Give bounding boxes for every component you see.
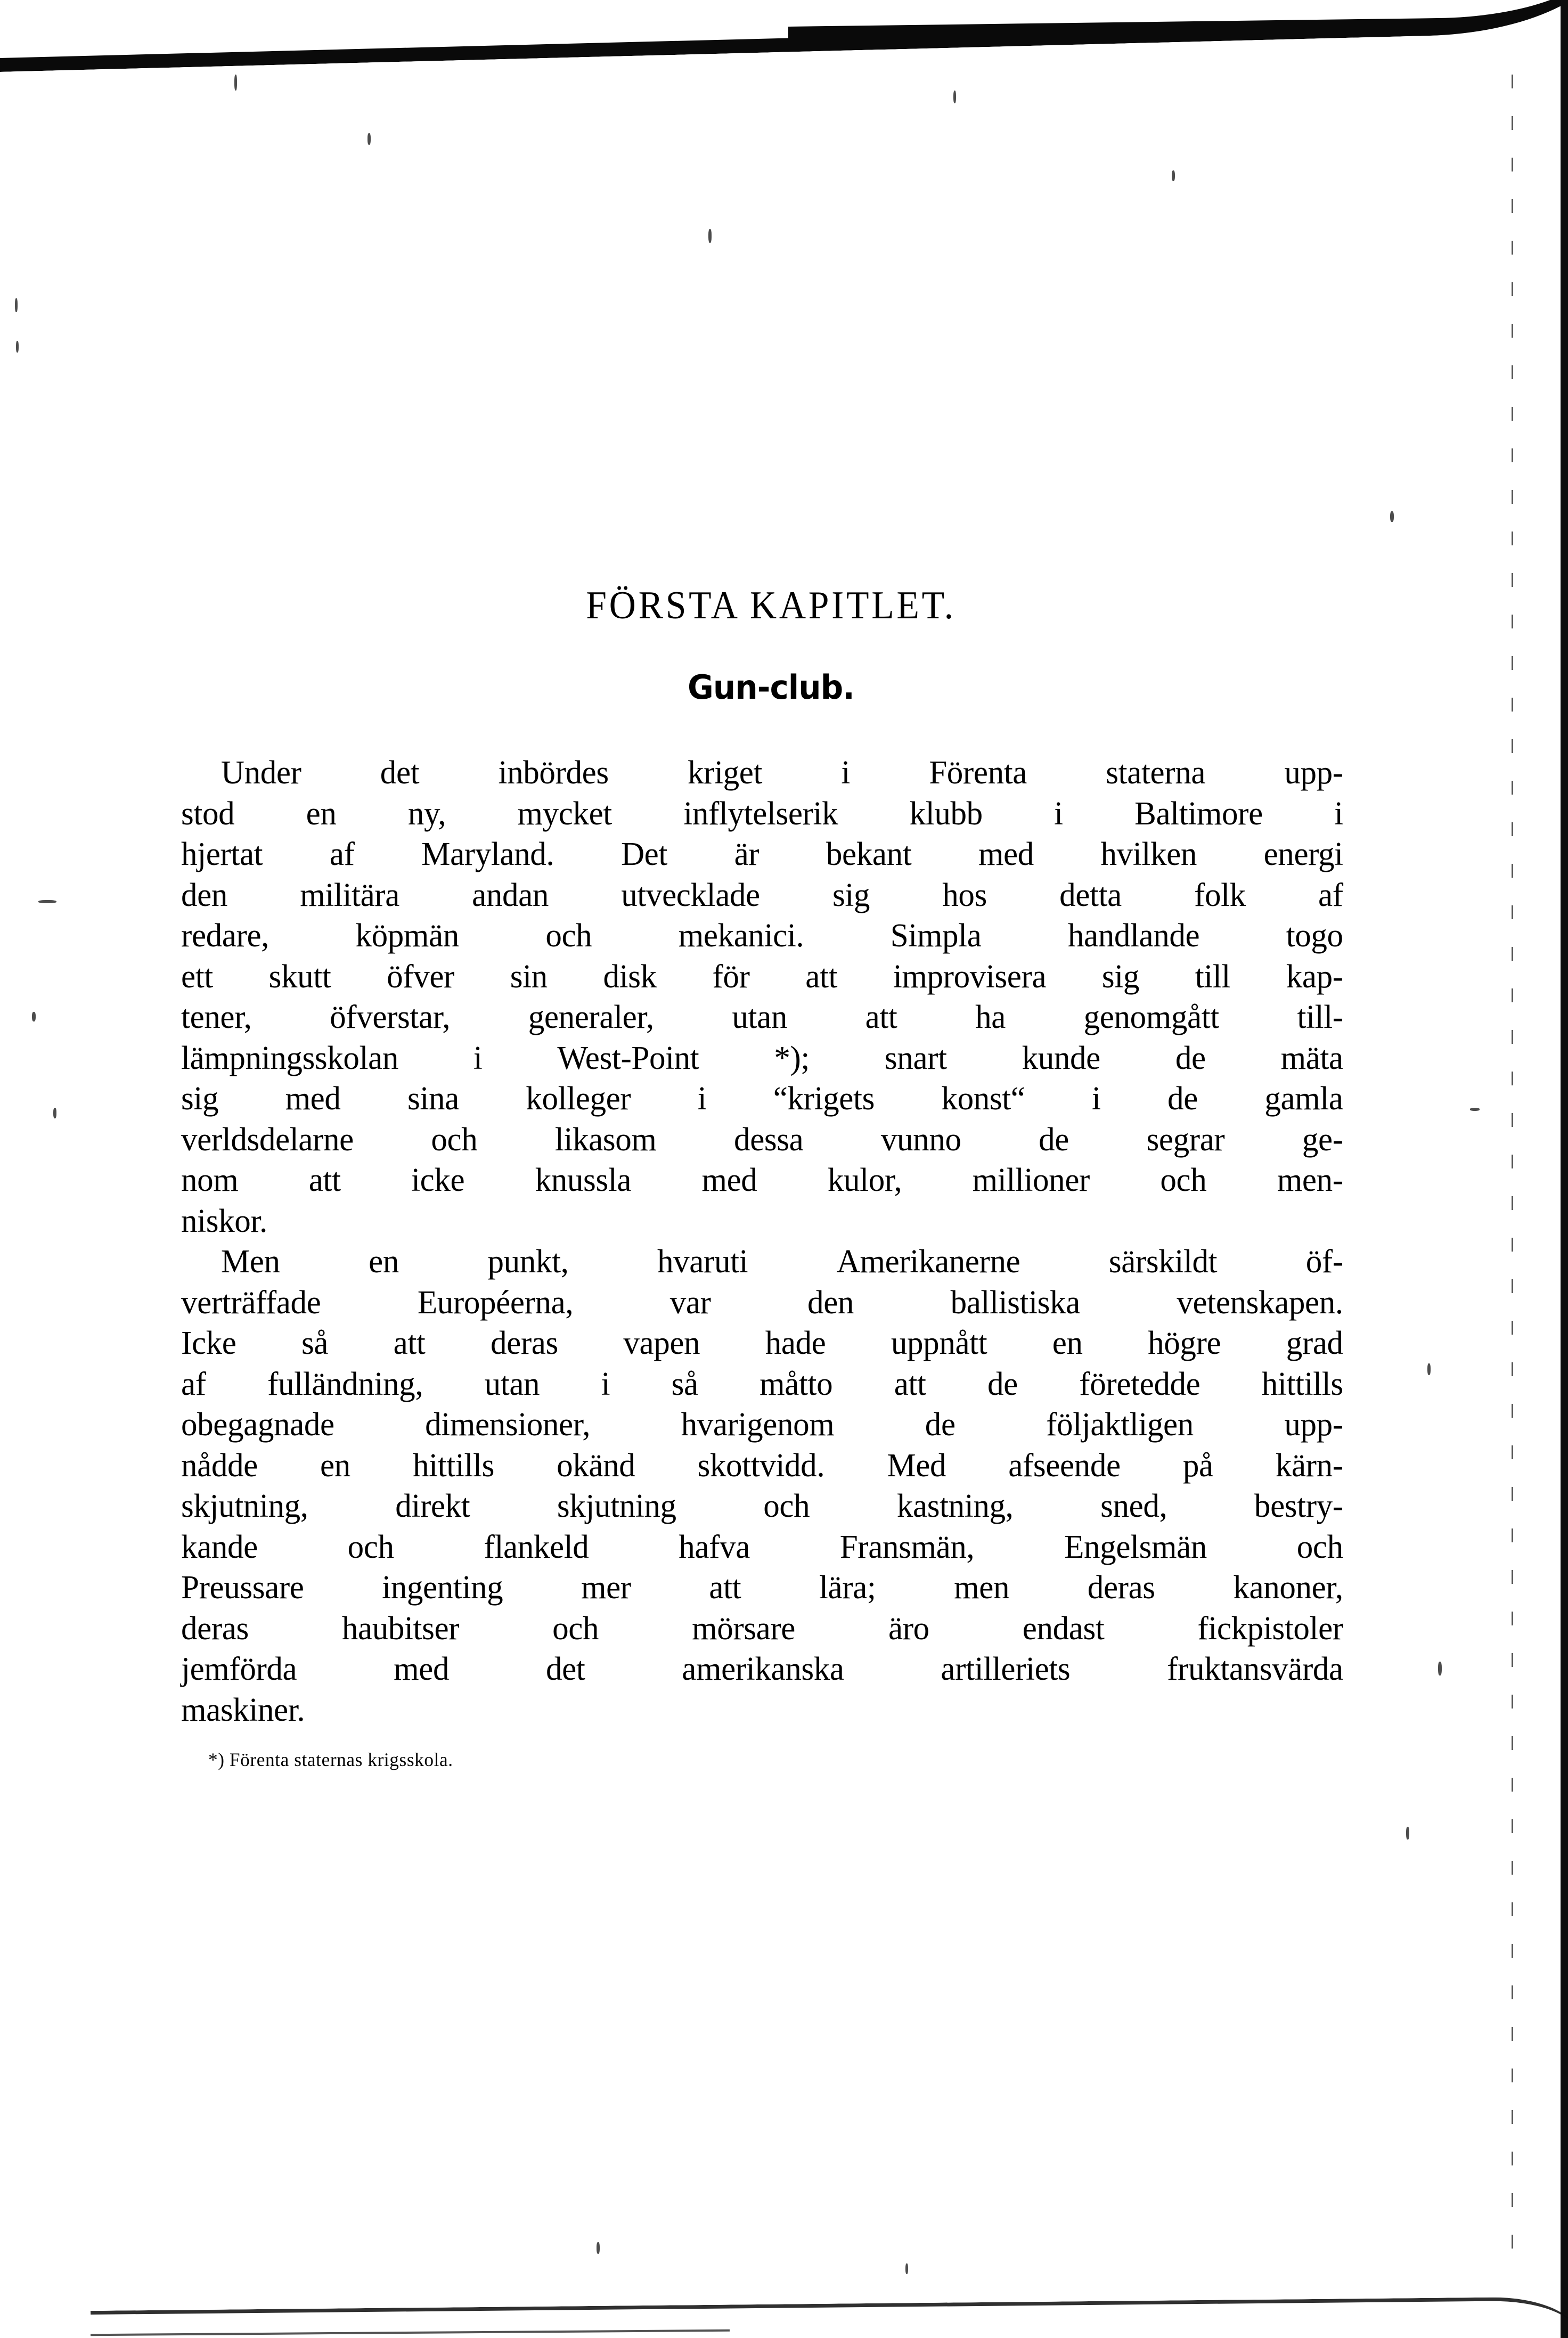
- scan-speck: [905, 2263, 908, 2274]
- chapter-title: FÖRSTA KAPITLET.: [586, 584, 956, 627]
- text-line: stod en ny, mycket inflytelserik klubb i Baltimore i: [181, 795, 1343, 832]
- text-line: verträffade Européerna, var den ballistiska vetenskapen.: [181, 1284, 1343, 1321]
- scan-speck: [1390, 511, 1394, 522]
- text-line: Men en punkt, hvaruti Amerikanerne särskildt öf-: [220, 1244, 1343, 1280]
- scan-speck: [1427, 1363, 1431, 1375]
- scan-speck: [15, 298, 18, 312]
- text-line: sig med sina kolleger i “krigets konst“ i de gamla: [181, 1081, 1343, 1117]
- scan-speck: [1406, 1827, 1409, 1840]
- text-line: lämpningsskolan i West-Point *); snart kunde de mäta: [181, 1040, 1343, 1076]
- scan-top-edge-secondary-artifact: [787, 0, 1568, 38]
- scan-bottom-edge-artifact: [91, 2296, 1568, 2338]
- section-title: Gun-club.: [688, 668, 854, 707]
- scan-right-edge-artifact: [1561, 0, 1568, 2338]
- page-text-block: [181, 583, 1361, 1771]
- scan-speck: [1172, 170, 1175, 181]
- scan-speck: [234, 75, 237, 91]
- text-line: deras haubitser och mörsare äro endast fickpistoler: [181, 1610, 1343, 1647]
- scan-speck: [1438, 1662, 1442, 1675]
- scan-speck: [368, 133, 371, 145]
- text-line: hjertat af Maryland. Det är bekant med hvilken energi: [181, 836, 1343, 872]
- text-line: den militära andan utvecklade sig hos detta folk af: [181, 877, 1343, 913]
- scan-top-edge-artifact: [0, 0, 1568, 72]
- paragraph-1: [181, 753, 1361, 1241]
- text-line: ett skutt öfver sin disk för att improvisera sig till kap-: [181, 958, 1343, 995]
- text-line: niskor.: [181, 1203, 267, 1239]
- scan-speck: [53, 1108, 56, 1118]
- text-line: obegagnade dimensioner, hvarigenom de följaktligen upp-: [181, 1407, 1343, 1443]
- scan-bottom-hairline-artifact: [91, 2329, 730, 2336]
- text-line: maskiner.: [181, 1691, 305, 1728]
- text-line: skjutning, direkt skjutning och kastning, sned, bestry-: [181, 1488, 1343, 1524]
- body-text: [181, 707, 1361, 1730]
- footnote: *) Förenta staternas krigsskola.: [208, 1749, 453, 1770]
- scan-speck: [1470, 1108, 1480, 1111]
- text-line: nådde en hittills okänd skottvidd. Med afseende på kärn-: [181, 1447, 1343, 1484]
- text-line: Icke så att deras vapen hade uppnått en högre grad: [181, 1325, 1343, 1361]
- text-line: Under det inbördes kriget i Förenta staterna upp-: [220, 755, 1343, 791]
- text-line: tener, öfverstar, generaler, utan att ha genomgått till-: [181, 999, 1343, 1035]
- scan-speck: [16, 341, 19, 353]
- text-line: jemförda med det amerikanska artilleriets fruktansvärda: [181, 1651, 1343, 1687]
- scan-speck: [708, 229, 712, 243]
- scan-speck: [38, 900, 56, 903]
- text-line: redare, köpmän och mekanici. Simpla handlande togo: [181, 918, 1343, 954]
- scan-right-hairline-artifact: [1512, 75, 1513, 2269]
- scan-speck: [597, 2242, 600, 2254]
- text-line: Preussare ingenting mer att lära; men deras kanoner,: [181, 1569, 1343, 1606]
- text-line: af fulländning, utan i så måtto att de företedde hittills: [181, 1366, 1343, 1402]
- scan-speck: [32, 1012, 36, 1021]
- scan-speck: [953, 91, 956, 103]
- paragraph-2: [181, 1241, 1361, 1730]
- text-line: kande och flankeld hafva Fransmän, Engelsmän och: [181, 1528, 1343, 1565]
- text-line: nom att icke knussla med kulor, millioner och men-: [181, 1162, 1343, 1198]
- text-line: verldsdelarne och likasom dessa vunno de segrar ge-: [181, 1121, 1343, 1158]
